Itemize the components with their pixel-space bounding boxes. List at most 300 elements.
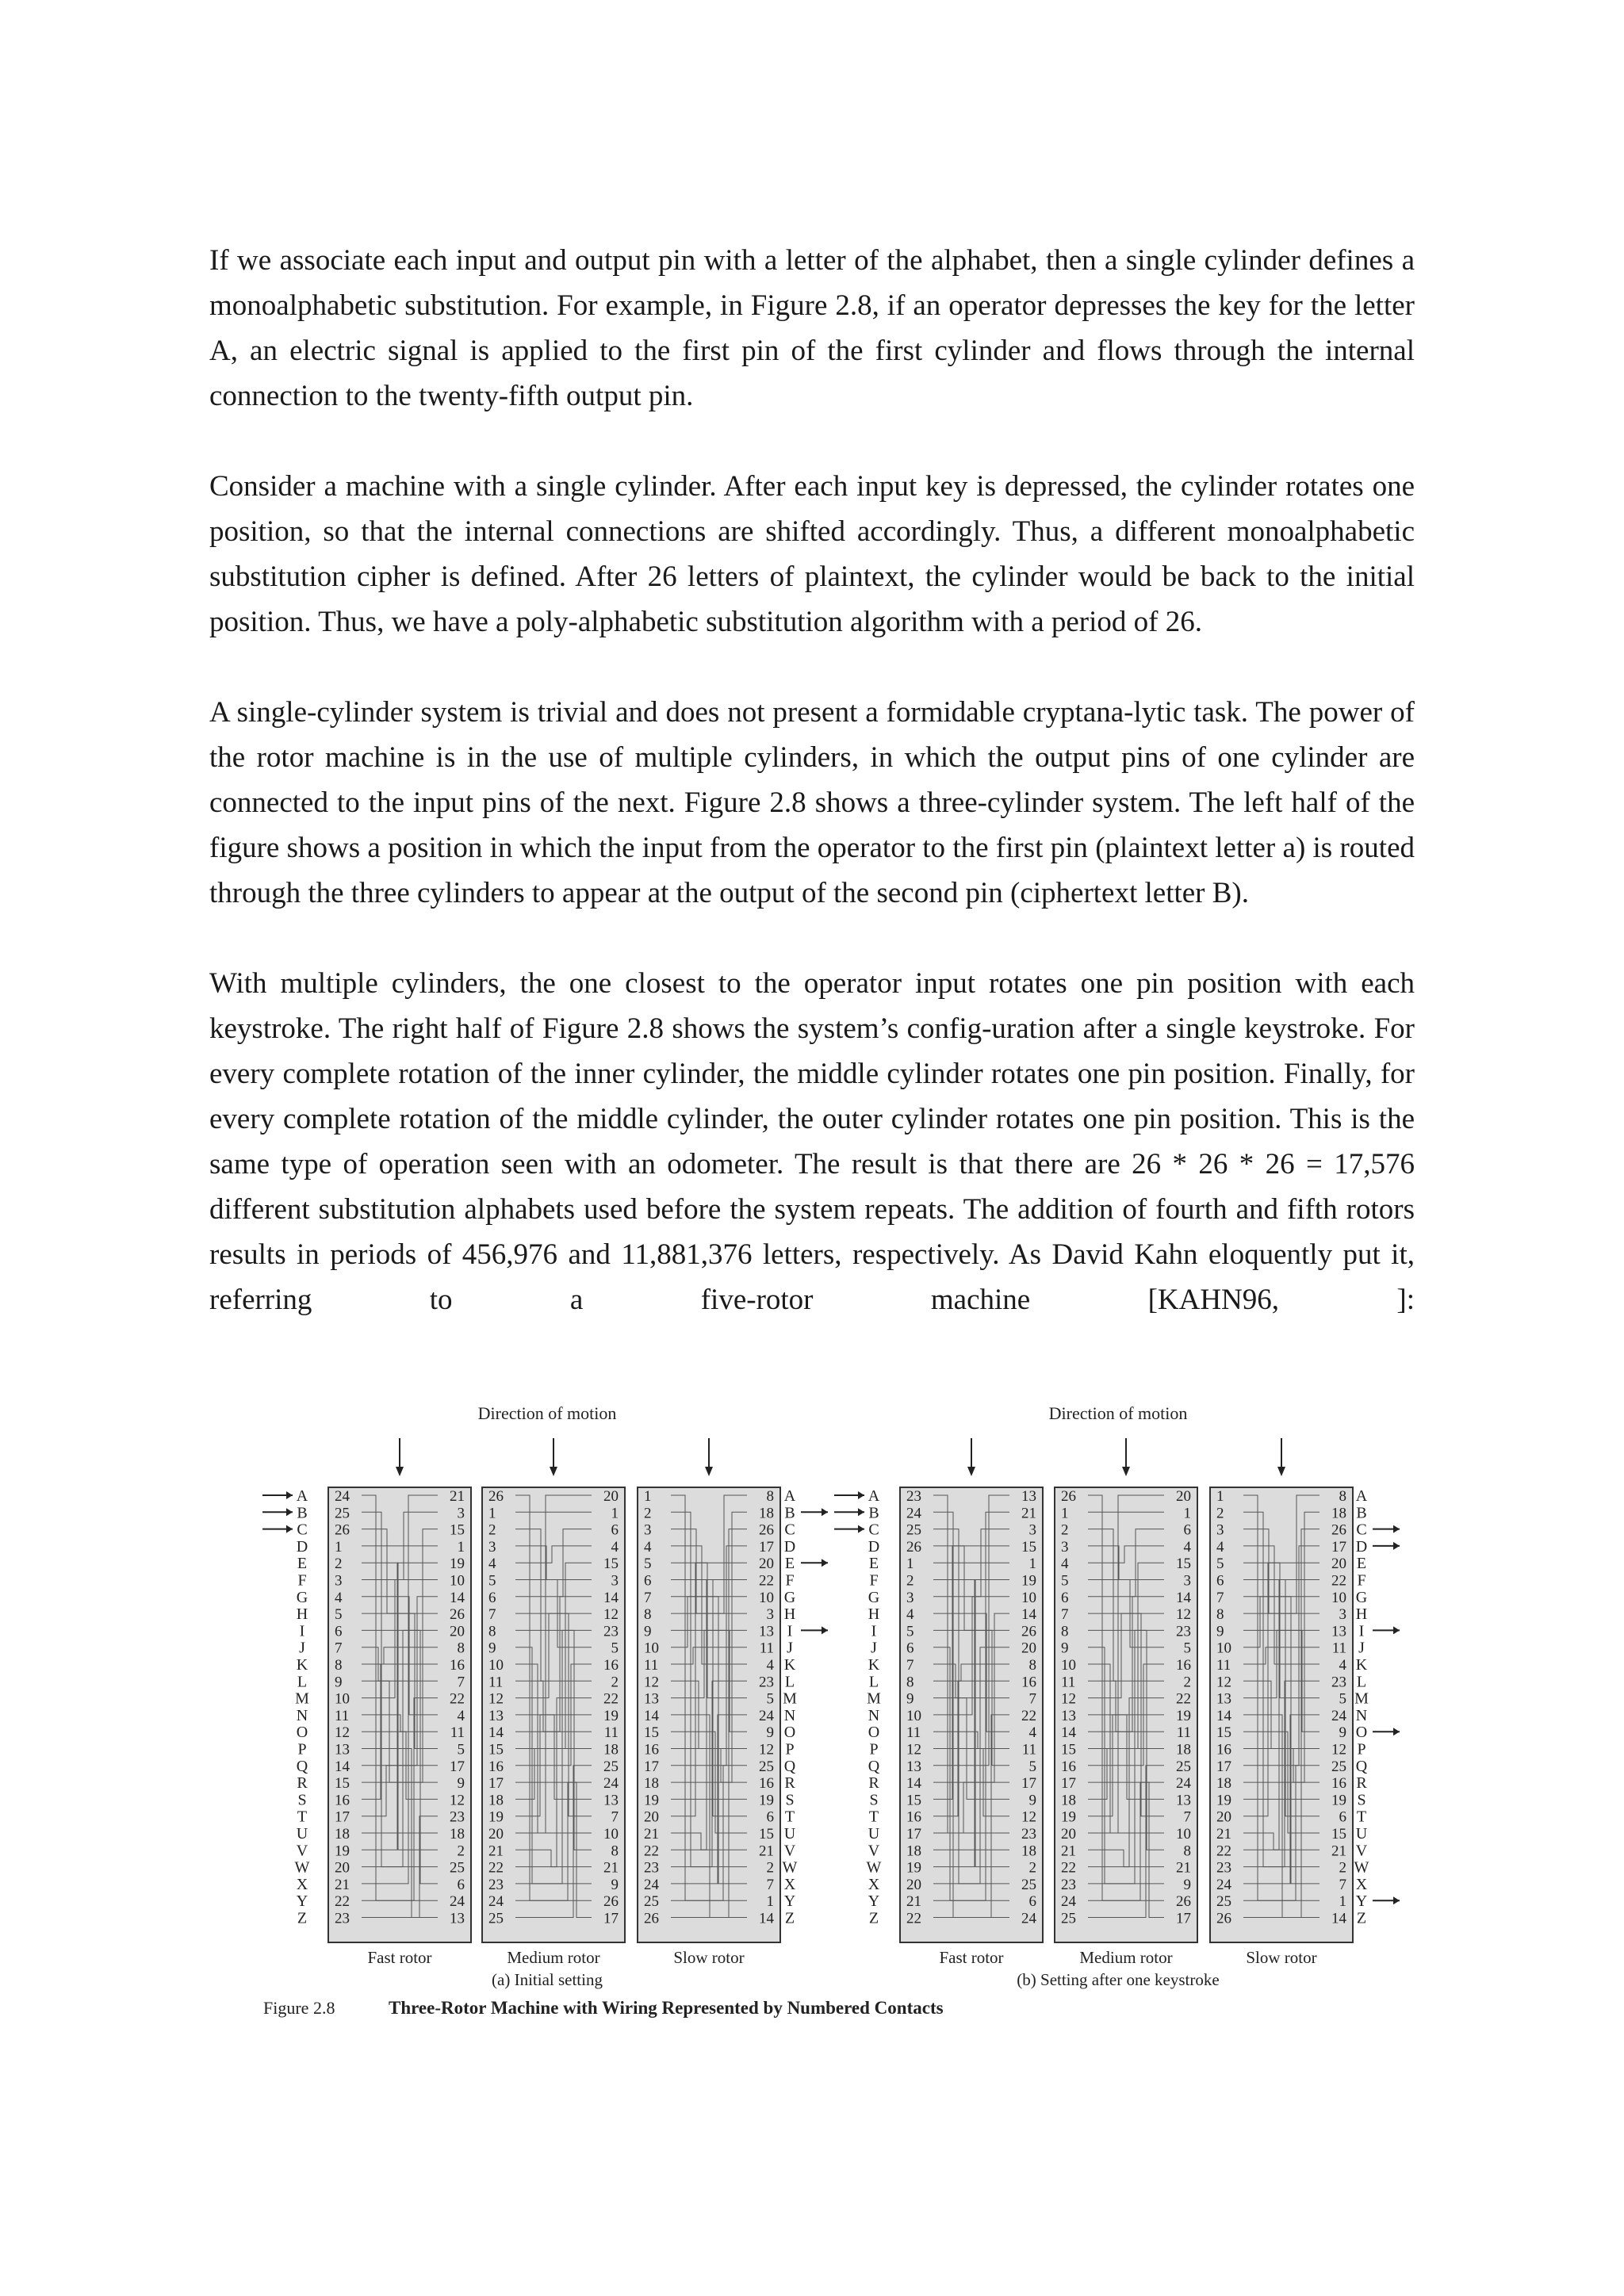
panel-b-rotor-1-right-contact-18: 24 xyxy=(1176,1775,1191,1793)
panel-b-rotor-0-right-contact-9: 26 xyxy=(1021,1623,1036,1640)
panel-b-output-arrowhead-Y xyxy=(1393,1896,1400,1904)
panel-a-rotor-2-left-contact-22: 22 xyxy=(644,1843,659,1860)
panel-a-rotor-2-left-contact-15: 15 xyxy=(644,1724,659,1742)
panel-b-rotor-1-left-contact-19: 18 xyxy=(1061,1792,1076,1809)
panel-b-rotor-0-right-contact-8: 14 xyxy=(1021,1606,1036,1624)
panel-b-input-letter-L: L xyxy=(868,1673,879,1691)
panel-b-output-arrowhead-O xyxy=(1393,1728,1400,1735)
panel-b-input-arrowhead-B xyxy=(858,1508,864,1516)
panel-b-rotor-0-left-contact-20: 16 xyxy=(906,1808,921,1826)
panel-a-input-letter-S: S xyxy=(297,1791,307,1809)
panel-a-rotor-1-left-contact-4: 3 xyxy=(488,1538,496,1556)
panel-a-rotor-1-left-contact-12: 11 xyxy=(488,1674,504,1691)
panel-b-input-letter-V: V xyxy=(868,1842,880,1860)
panel-b-rotor-2-right-contact-17: 25 xyxy=(1331,1758,1346,1775)
panel-b-output-letter-C: C xyxy=(1356,1521,1367,1539)
panel-a-rotor-0-right-contact-12: 7 xyxy=(457,1674,465,1691)
panel-a-rotor-0-left-contact-19: 16 xyxy=(335,1792,350,1809)
panel-a-rotor-0-right-contact-9: 20 xyxy=(450,1623,465,1640)
panel-b-rotor-0-right-contact-1: 13 xyxy=(1021,1488,1036,1505)
panel-b-rotor-0-left-contact-21: 17 xyxy=(906,1826,921,1843)
panel-a-rotor-1-left-contact-5: 4 xyxy=(488,1556,496,1573)
panel-a-rotor-2-left-contact-18: 18 xyxy=(644,1775,659,1793)
panel-a-output-letter-Z: Z xyxy=(784,1909,795,1927)
panel-b-input-letter-F: F xyxy=(869,1571,879,1590)
panel-a-rotor-2-left-contact-23: 23 xyxy=(644,1859,659,1877)
panel-a-rotor-2-left-contact-21: 21 xyxy=(644,1826,659,1843)
panel-a-input-letter-K: K xyxy=(296,1656,308,1674)
panel-b-rotor-1-left-contact-9: 8 xyxy=(1061,1623,1069,1640)
panel-a-rotor-0-left-contact-23: 20 xyxy=(335,1859,350,1877)
panel-b-rotor-2-left-contact-7: 7 xyxy=(1216,1589,1224,1606)
panel-b-output-letter-Q: Q xyxy=(1355,1757,1368,1775)
panel-b-rotor-1-left-contact-14: 13 xyxy=(1061,1707,1076,1724)
panel-a-rotor-2-left-contact-1: 1 xyxy=(644,1488,652,1505)
panel-a-rotor-0-left-contact-22: 19 xyxy=(335,1843,350,1860)
panel-a-output-arrowhead-E xyxy=(822,1559,828,1567)
panel-a-rotor-0-left-contact-26: 23 xyxy=(335,1910,350,1927)
panel-a-input-letter-Y: Y xyxy=(296,1892,308,1911)
panel-a-rotor-2-right-contact-7: 10 xyxy=(759,1589,774,1606)
panel-b-rotor-0-right-contact-18: 17 xyxy=(1021,1775,1036,1793)
panel-b-rotor-1-right-contact-19: 13 xyxy=(1176,1792,1191,1809)
panel-b-rotor-2-right-contact-11: 4 xyxy=(1339,1657,1346,1674)
panel-b-rotor-2-right-contact-5: 20 xyxy=(1331,1556,1346,1573)
panel-b-rotor-1-left-contact-8: 7 xyxy=(1061,1606,1069,1624)
panel-a-rotor-2-right-contact-4: 17 xyxy=(759,1538,774,1556)
panel-b-output-letter-R: R xyxy=(1356,1774,1367,1793)
panel-b-rotor-1-right-contact-14: 19 xyxy=(1176,1707,1191,1724)
panel-b-rotor-1-left-contact-6: 5 xyxy=(1061,1572,1069,1590)
panel-b-rotor-1-left-contact-18: 17 xyxy=(1061,1775,1076,1793)
panel-a-rotor-1-left-contact-17: 16 xyxy=(488,1758,504,1775)
panel-b-input-letter-R: R xyxy=(868,1774,879,1793)
panel-a-rotor-1-left-contact-9: 8 xyxy=(488,1623,496,1640)
panel-b-rotor-1-right-contact-10: 5 xyxy=(1183,1640,1191,1657)
panel-b-rotor-2-right-contact-21: 15 xyxy=(1331,1826,1346,1843)
panel-b-input-letter-J: J xyxy=(871,1639,877,1657)
panel-a-rotor-2-right-contact-3: 26 xyxy=(759,1521,774,1539)
panel-b-rotor-0-right-contact-11: 8 xyxy=(1028,1657,1036,1674)
panel-a-rotor-2-left-contact-6: 6 xyxy=(644,1572,652,1590)
panel-b-output-arrowhead-D xyxy=(1393,1542,1400,1550)
panel-b-rotor-0-left-contact-22: 18 xyxy=(906,1843,921,1860)
panel-b-rotor-1-left-contact-2: 1 xyxy=(1061,1505,1069,1522)
panel-b-rotor-0-left-contact-26: 22 xyxy=(906,1910,921,1927)
panel-a-rotor-2-left-contact-10: 10 xyxy=(644,1640,659,1657)
panel-b-rotor-2-left-contact-22: 22 xyxy=(1216,1843,1231,1860)
figure-caption-number: Figure 2.8 xyxy=(263,1998,335,2018)
panel-a-output-letter-W: W xyxy=(782,1858,798,1877)
panel-a-output-letter-S: S xyxy=(785,1791,795,1809)
panel-a-output-letter-A: A xyxy=(783,1487,796,1505)
panel-a-rotor-1-right-contact-24: 9 xyxy=(611,1876,619,1893)
panel-a-rotor-2-left-contact-26: 26 xyxy=(644,1910,659,1927)
panel-a-rotor-2-left-contact-2: 2 xyxy=(644,1505,652,1522)
panel-a-output-letter-M: M xyxy=(783,1689,797,1708)
panel-b-rotor-2-right-contact-20: 6 xyxy=(1339,1808,1346,1826)
panel-b-rotor-1-right-contact-21: 10 xyxy=(1176,1826,1191,1843)
panel-a-rotor-0-right-contact-5: 19 xyxy=(450,1556,465,1573)
panel-a-rotor-2-left-contact-5: 5 xyxy=(644,1556,652,1573)
panel-b-rotor-1-right-contact-5: 15 xyxy=(1176,1556,1191,1573)
panel-a-rotor-0-right-contact-1: 21 xyxy=(450,1488,465,1505)
panel-a-rotor-1-left-contact-15: 14 xyxy=(488,1724,504,1742)
panel-b-rotor-1-right-contact-3: 6 xyxy=(1183,1521,1191,1539)
panel-a-rotor-2-right-contact-22: 21 xyxy=(759,1843,774,1860)
panel-b-rotor-2-left-contact-20: 20 xyxy=(1216,1808,1231,1826)
panel-a-input-letter-F: F xyxy=(297,1571,307,1590)
panel-b-rotor-1-left-contact-20: 19 xyxy=(1061,1808,1076,1826)
panel-a-rotor-0-right-contact-2: 3 xyxy=(457,1505,465,1522)
panel-b-rotor-1-right-contact-20: 7 xyxy=(1183,1808,1191,1826)
panel-b-rotor-0-left-contact-16: 12 xyxy=(906,1741,921,1758)
panel-a-rotor-0-right-contact-8: 26 xyxy=(450,1606,465,1624)
panel-a-rotor-0-right-contact-24: 6 xyxy=(457,1876,465,1893)
panel-a-output-letter-F: F xyxy=(785,1571,795,1590)
panel-a-rotor-0-left-contact-25: 22 xyxy=(335,1893,350,1911)
panel-b-rotor-0-left-contact-11: 7 xyxy=(906,1657,914,1674)
panel-a-rotor-2-right-contact-5: 20 xyxy=(759,1556,774,1573)
paragraph-2: Consider a machine with a single cylinder. After each input key is depressed, the cylinder rotates one position, so that the internal connections are shifted accordingly. Thus, a different monoalphabetic substitution cipher is defined. After 26 letters of plaintext, the cylinder would be back to the initial position. Thus, we have a poly-alphabetic substitution algorithm with a period of 26. xyxy=(209,470,1415,638)
panel-b-rotor-0-right-contact-7: 10 xyxy=(1021,1589,1036,1606)
panel-a-rotor-1-right-contact-6: 3 xyxy=(611,1572,619,1590)
panel-a-rotor-1-left-contact-3: 2 xyxy=(488,1521,496,1539)
panel-a-rotor-1-left-contact-20: 19 xyxy=(488,1808,504,1826)
panel-b-input-letter-A: A xyxy=(868,1487,880,1505)
panel-b-rotor-2-right-contact-9: 13 xyxy=(1331,1623,1346,1640)
panel-a-direction-label: Direction of motion xyxy=(477,1403,617,1423)
panel-b-rotor-2-right-contact-7: 10 xyxy=(1331,1589,1346,1606)
panel-b-rotor-0-right-contact-12: 16 xyxy=(1021,1674,1036,1691)
panel-a-rotor-0-left-contact-6: 3 xyxy=(335,1572,343,1590)
panel-a-rotor-2-left-contact-25: 25 xyxy=(644,1893,659,1911)
panel-a-rotor-1-right-contact-14: 19 xyxy=(603,1707,619,1724)
panel-b-rotor-2-left-contact-18: 18 xyxy=(1216,1775,1231,1793)
panel-a-rotor-1-left-contact-13: 12 xyxy=(488,1690,504,1708)
panel-b-rotor-1-right-contact-12: 2 xyxy=(1183,1674,1191,1691)
panel-a-rotor-1-right-contact-3: 6 xyxy=(611,1521,619,1539)
panel-b-rotor-0-right-contact-15: 4 xyxy=(1028,1724,1036,1742)
panel-a-rotor-1-right-contact-17: 25 xyxy=(603,1758,619,1775)
panel-a-rotor-2-right-contact-21: 15 xyxy=(759,1826,774,1843)
panel-a-output-letter-E: E xyxy=(784,1555,795,1573)
panel-a-rotor-1-right-contact-22: 8 xyxy=(611,1843,619,1860)
panel-b-rotor-1-left-contact-26: 25 xyxy=(1061,1910,1076,1927)
panel-a-output-letter-I: I xyxy=(787,1622,793,1640)
panel-b-rotor-0-right-contact-10: 20 xyxy=(1021,1640,1036,1657)
panel-b-rotor-0-right-contact-6: 19 xyxy=(1021,1572,1036,1590)
panel-b-rotor-0-left-contact-7: 3 xyxy=(906,1589,914,1606)
panel-b-rotor-1-left-contact-15: 14 xyxy=(1061,1724,1076,1742)
panel-b-rotor-1-left-contact-17: 16 xyxy=(1061,1758,1076,1775)
panel-a-input-letter-L: L xyxy=(297,1673,308,1691)
panel-b-input-arrowhead-A xyxy=(858,1491,864,1499)
panel-b-rotor-1-left-contact-1: 26 xyxy=(1061,1488,1076,1505)
panel-a-input-letter-A: A xyxy=(296,1487,308,1505)
panel-b-input-letter-K: K xyxy=(868,1656,880,1674)
panel-a-rotor-2-right-contact-24: 7 xyxy=(766,1876,774,1893)
panel-a-rotor-1-right-contact-23: 21 xyxy=(603,1859,619,1877)
panel-b-output-letter-B: B xyxy=(1356,1504,1367,1522)
panel-a-rotor-1-right-contact-8: 12 xyxy=(603,1606,619,1624)
paragraph-1: If we associate each input and output pin with a letter of the alphabet, then a single cylinder defines a monoalphabetic substitution. For example, in Figure 2.8, if an operator depresses the key for the letter A, an electric signal is applied to the first pin of the first cylinder and flows through the internal connection to the twenty-fifth output pin. xyxy=(209,244,1415,412)
panel-a-rotor-0-right-contact-23: 25 xyxy=(450,1859,465,1877)
panel-b-rotor-0-right-contact-2: 21 xyxy=(1021,1505,1036,1522)
panel-a-rotor-0-left-contact-13: 10 xyxy=(335,1690,350,1708)
panel-b-motion-arrow-head-2 xyxy=(1277,1467,1285,1476)
panel-a-input-letter-P: P xyxy=(297,1740,307,1758)
panel-a-rotor-0-left-contact-14: 11 xyxy=(335,1707,350,1724)
panel-b-rotor-2-right-contact-26: 14 xyxy=(1331,1910,1346,1927)
panel-b-rotor-2-left-contact-10: 10 xyxy=(1216,1640,1231,1657)
panel-a-output-letter-D: D xyxy=(783,1537,796,1556)
panel-a-rotor-1-left-contact-7: 6 xyxy=(488,1589,496,1606)
panel-b-output-letter-S: S xyxy=(1357,1791,1366,1809)
panel-b-rotor-2-left-contact-19: 19 xyxy=(1216,1792,1231,1809)
panel-a-rotor-0-right-contact-18: 9 xyxy=(457,1775,465,1793)
panel-b-rotor-2-right-contact-16: 12 xyxy=(1331,1741,1346,1758)
panel-a-rotor-1-right-contact-7: 14 xyxy=(603,1589,619,1606)
panel-b-input-letter-P: P xyxy=(869,1740,879,1758)
panel-a-rotor-1-left-contact-19: 18 xyxy=(488,1792,504,1809)
panel-a-output-arrowhead-I xyxy=(822,1626,828,1634)
panel-a-rotor-0-left-contact-4: 1 xyxy=(335,1538,343,1556)
panel-a-rotor-0-left-contact-16: 13 xyxy=(335,1741,350,1758)
panel-a-input-letter-B: B xyxy=(297,1504,308,1522)
panel-b-rotor-2-right-contact-24: 7 xyxy=(1339,1876,1346,1893)
panel-a-rotor-1-right-contact-5: 15 xyxy=(603,1556,619,1573)
panel-a-rotor-1-right-contact-18: 24 xyxy=(603,1775,619,1793)
panel-b-rotor-0-left-contact-2: 24 xyxy=(906,1505,921,1522)
paragraph-4: With multiple cylinders, the one closest to the operator input rotates one pin position with each keystroke. The right half of Figure 2.8 shows the system’s config-uration after a single keystroke. For every complete rotation of the inner cylinder, the middle cylinder rotates one pin position. Finally, for every complete rotation of the middle cylinder, the outer cylinder rotates one pin position. This is the same type of operation seen with an odometer. The result is that there are 26 * 26 * 26 = 17,576 different substitution alphabets used before the system repeats. The addition of fourth and fifth rotors results in periods of 456,976 and 11,881,376 letters, respectively. As David Kahn eloquently put it, referring to a five-rotor machine [KAHN96, ]: xyxy=(209,967,1415,1316)
panel-b-rotor-0-left-contact-17: 13 xyxy=(906,1758,921,1775)
panel-a-rotor-2-right-contact-26: 14 xyxy=(759,1910,774,1927)
panel-b-rotor-1-left-contact-10: 9 xyxy=(1061,1640,1069,1657)
panel-b-output-letter-W: W xyxy=(1354,1858,1369,1877)
panel-b-output-letter-E: E xyxy=(1356,1555,1367,1573)
panel-b-input-letter-C: C xyxy=(868,1521,879,1539)
panel-b-rotor-1-right-contact-6: 3 xyxy=(1183,1572,1191,1590)
panel-b-rotor-0-right-contact-19: 9 xyxy=(1028,1792,1036,1809)
panel-b-rotor-0-right-contact-22: 18 xyxy=(1021,1843,1036,1860)
panel-a-input-letter-W: W xyxy=(294,1858,310,1877)
panel-b-rotor-2-left-contact-16: 16 xyxy=(1216,1741,1231,1758)
panel-a-rotor-1-left-contact-10: 9 xyxy=(488,1640,496,1657)
panel-a-rotor-0-right-contact-17: 17 xyxy=(450,1758,465,1775)
panel-b-input-letter-I: I xyxy=(871,1622,877,1640)
panel-b-rotor-1-left-contact-7: 6 xyxy=(1061,1589,1069,1606)
panel-a-input-arrowhead-A xyxy=(286,1491,293,1499)
panel-b-rotor-1-right-contact-25: 26 xyxy=(1176,1893,1191,1911)
panel-a-rotor-0-left-contact-15: 12 xyxy=(335,1724,350,1742)
panel-b-rotor-2-right-contact-10: 11 xyxy=(1331,1640,1346,1657)
panel-b-output-letter-N: N xyxy=(1355,1706,1368,1724)
panel-b-rotor-0-right-contact-23: 2 xyxy=(1028,1859,1036,1877)
panel-b-rotor-2-right-contact-8: 3 xyxy=(1339,1606,1346,1624)
panel-a-rotor-0-right-contact-14: 4 xyxy=(457,1707,465,1724)
panel-a-rotor-0-right-contact-20: 23 xyxy=(450,1808,465,1826)
panel-a-rotor-1-right-contact-15: 11 xyxy=(603,1724,619,1742)
panel-b-rotor-1-right-contact-17: 25 xyxy=(1176,1758,1191,1775)
panel-b-input-letter-H: H xyxy=(868,1605,880,1624)
panel-b-output-letter-P: P xyxy=(1357,1740,1366,1758)
panel-b-input-letter-S: S xyxy=(869,1791,879,1809)
panel-a-rotor-1-left-contact-11: 10 xyxy=(488,1657,504,1674)
panel-b-rotor-0-left-contact-25: 21 xyxy=(906,1893,921,1911)
panel-b-output-letter-M: M xyxy=(1354,1689,1369,1708)
panel-a-rotor-0-left-contact-24: 21 xyxy=(335,1876,350,1893)
panel-a-rotor-0-right-contact-26: 13 xyxy=(450,1910,465,1927)
panel-a-rotor-0-left-contact-5: 2 xyxy=(335,1556,343,1573)
panel-b-rotor-2-left-contact-3: 3 xyxy=(1216,1521,1224,1539)
panel-a-rotor-2-left-contact-8: 8 xyxy=(644,1606,652,1624)
panel-b-output-letter-J: J xyxy=(1358,1639,1365,1657)
panel-b-rotor-0-left-contact-12: 8 xyxy=(906,1674,914,1691)
panel-a-rotor-1-right-contact-10: 5 xyxy=(611,1640,619,1657)
panel-a-motion-arrow-head-0 xyxy=(396,1467,404,1476)
panel-b-input-letter-U: U xyxy=(868,1825,880,1843)
panel-b-output-letter-F: F xyxy=(1357,1571,1366,1590)
panel-a-rotor-2-left-contact-17: 17 xyxy=(644,1758,659,1775)
panel-b-input-letter-Y: Y xyxy=(868,1892,880,1911)
panel-b-rotor-0-right-contact-16: 11 xyxy=(1021,1741,1036,1758)
panel-a-output-letter-G: G xyxy=(783,1588,796,1606)
panel-b-rotor-2-left-contact-24: 24 xyxy=(1216,1876,1231,1893)
panel-b-output-letter-D: D xyxy=(1355,1537,1368,1556)
panel-b-rotor-0-left-contact-10: 6 xyxy=(906,1640,914,1657)
panel-a-input-letter-V: V xyxy=(296,1842,308,1860)
panel-b-rotor-2-left-contact-2: 2 xyxy=(1216,1505,1224,1522)
panel-a-rotor-2-right-contact-1: 8 xyxy=(766,1488,774,1505)
panel-b-rotor-0-right-contact-20: 12 xyxy=(1021,1808,1036,1826)
panel-a-rotor-0-right-contact-6: 10 xyxy=(450,1572,465,1590)
panel-a-rotor-0-left-contact-20: 17 xyxy=(335,1808,350,1826)
panel-b-rotor-2-left-contact-6: 6 xyxy=(1216,1572,1224,1590)
panel-b-input-letter-T: T xyxy=(868,1808,879,1826)
panel-b-rotor-0-right-contact-17: 5 xyxy=(1028,1758,1036,1775)
panel-b-motion-arrow-head-1 xyxy=(1122,1467,1130,1476)
panel-a-output-letter-Q: Q xyxy=(783,1757,796,1775)
panel-b-rotor-0-left-contact-1: 23 xyxy=(906,1488,921,1505)
panel-b-rotor-2-right-contact-4: 17 xyxy=(1331,1538,1346,1556)
panel-b-rotor-1-left-contact-12: 11 xyxy=(1061,1674,1076,1691)
panel-b-rotor-2-left-contact-9: 9 xyxy=(1216,1623,1224,1640)
panel-a-rotor-0-right-contact-19: 12 xyxy=(450,1792,465,1809)
panel-a-motion-arrow-head-2 xyxy=(705,1467,713,1476)
panel-b-rotor-2-left-contact-15: 15 xyxy=(1216,1724,1231,1742)
panel-a-rotor-0-right-contact-22: 2 xyxy=(457,1843,465,1860)
panel-b-rotor-0-left-contact-23: 19 xyxy=(906,1859,921,1877)
panel-a-input-letter-X: X xyxy=(296,1875,308,1893)
panel-b-rotor-0-right-contact-25: 6 xyxy=(1028,1893,1036,1911)
panel-b-rotor-1-left-contact-3: 2 xyxy=(1061,1521,1069,1539)
panel-b-rotor-0-left-contact-5: 1 xyxy=(906,1556,914,1573)
panel-a-rotor-0-right-contact-13: 22 xyxy=(450,1690,465,1708)
panel-a-rotor-0-left-contact-11: 8 xyxy=(335,1657,343,1674)
panel-b-input-arrowhead-C xyxy=(858,1525,864,1533)
panel-a-rotor-2-right-contact-13: 5 xyxy=(766,1690,774,1708)
rotor-machine-figure xyxy=(0,1403,1624,2038)
panel-a-rotor-0-left-contact-9: 6 xyxy=(335,1623,343,1640)
panel-b-rotor-2-left-contact-11: 11 xyxy=(1216,1657,1231,1674)
panel-a-rotor-2-left-contact-16: 16 xyxy=(644,1741,659,1758)
panel-b-input-letter-Z: Z xyxy=(868,1909,879,1927)
panel-a-output-arrowhead-B xyxy=(822,1508,828,1516)
panel-a-rotor-0-left-contact-21: 18 xyxy=(335,1826,350,1843)
panel-a-input-letter-D: D xyxy=(296,1537,308,1556)
panel-a-rotor-0-left-contact-10: 7 xyxy=(335,1640,343,1657)
panel-a-rotor-1-left-contact-18: 17 xyxy=(488,1775,504,1793)
panel-b-rotor-2-right-contact-18: 16 xyxy=(1331,1775,1346,1793)
panel-a-input-letter-Q: Q xyxy=(296,1757,308,1775)
panel-b-rotor-2-right-contact-6: 22 xyxy=(1331,1572,1346,1590)
panel-a-rotor-1-right-contact-25: 26 xyxy=(603,1893,619,1911)
panel-b-rotor-0-left-contact-3: 25 xyxy=(906,1521,921,1539)
panel-a-input-letter-M: M xyxy=(295,1689,309,1708)
panel-a-rotor-0-right-contact-11: 16 xyxy=(450,1657,465,1674)
panel-b-rotor-2-left-contact-5: 5 xyxy=(1216,1556,1224,1573)
panel-b-rotor-2-right-contact-19: 19 xyxy=(1331,1792,1346,1809)
panel-b-rotor-1-right-contact-8: 12 xyxy=(1176,1606,1191,1624)
panel-a-rotor-2-right-contact-11: 4 xyxy=(766,1657,774,1674)
panel-a-rotor-1-left-contact-22: 21 xyxy=(488,1843,504,1860)
figure-caption-title: Three-Rotor Machine with Wiring Represented by Numbered Contacts xyxy=(389,1998,944,2018)
panel-b-input-letter-O: O xyxy=(868,1724,880,1742)
panel-b-input-letter-Q: Q xyxy=(868,1757,880,1775)
panel-b-rotor-0-right-contact-26: 24 xyxy=(1021,1910,1036,1927)
panel-b-rotor-0-left-contact-4: 26 xyxy=(906,1538,921,1556)
panel-b-input-letter-G: G xyxy=(868,1588,880,1606)
panel-b-rotor-2-left-contact-1: 1 xyxy=(1216,1488,1224,1505)
panel-b-rotor-0-right-contact-21: 23 xyxy=(1021,1826,1036,1843)
panel-a-rotor-2-right-contact-18: 16 xyxy=(759,1775,774,1793)
panel-a-rotor-1-right-contact-19: 13 xyxy=(603,1792,619,1809)
panel-a-rotor-0-right-contact-25: 24 xyxy=(450,1893,465,1911)
body-text xyxy=(209,238,1415,1322)
panel-b-rotor-0-left-contact-13: 9 xyxy=(906,1690,914,1708)
panel-a-rotor-1-left-contact-25: 24 xyxy=(488,1893,504,1911)
panel-b-rotor-2-right-contact-2: 18 xyxy=(1331,1505,1346,1522)
panel-b-rotor-0-left-contact-14: 10 xyxy=(906,1707,921,1724)
panel-a-output-letter-T: T xyxy=(784,1808,795,1826)
panel-b-rotor-2-left-contact-4: 4 xyxy=(1216,1538,1224,1556)
panel-a-rotor-2-right-contact-6: 22 xyxy=(759,1572,774,1590)
panel-b-rotor-0-left-contact-24: 20 xyxy=(906,1876,921,1893)
panel-a-output-letter-B: B xyxy=(784,1504,795,1522)
panel-a-input-letter-C: C xyxy=(297,1521,308,1539)
panel-b-output-letter-K: K xyxy=(1355,1656,1368,1674)
panel-a-rotor-1-left-contact-6: 5 xyxy=(488,1572,496,1590)
panel-b-rotor-0-left-contact-18: 14 xyxy=(906,1775,921,1793)
panel-b-rotor-2-right-contact-12: 23 xyxy=(1331,1674,1346,1691)
panel-b-output-letter-L: L xyxy=(1356,1673,1367,1691)
panel-a-rotor-2-left-contact-11: 11 xyxy=(644,1657,659,1674)
panel-a-rotor-1-left-contact-23: 22 xyxy=(488,1859,504,1877)
panel-a-rotor-0-left-contact-7: 4 xyxy=(335,1589,343,1606)
panel-b-rotor-1-right-contact-2: 1 xyxy=(1183,1505,1191,1522)
panel-a-rotor-1-right-contact-9: 23 xyxy=(603,1623,619,1640)
panel-b-rotor-2-left-contact-8: 8 xyxy=(1216,1606,1224,1624)
panel-a-rotor-0-left-contact-18: 15 xyxy=(335,1775,350,1793)
panel-a-rotor-2-left-contact-13: 13 xyxy=(644,1690,659,1708)
panel-b-rotor-2-right-contact-14: 24 xyxy=(1331,1707,1346,1724)
panel-a-rotor-0-right-contact-4: 1 xyxy=(457,1538,465,1556)
panel-a-rotor-1-right-contact-4: 4 xyxy=(611,1538,619,1556)
panel-a-rotor-2-right-contact-9: 13 xyxy=(759,1623,774,1640)
panel-b-rotor-0-left-contact-15: 11 xyxy=(906,1724,921,1742)
panel-b-rotor-2-right-contact-1: 8 xyxy=(1339,1488,1346,1505)
